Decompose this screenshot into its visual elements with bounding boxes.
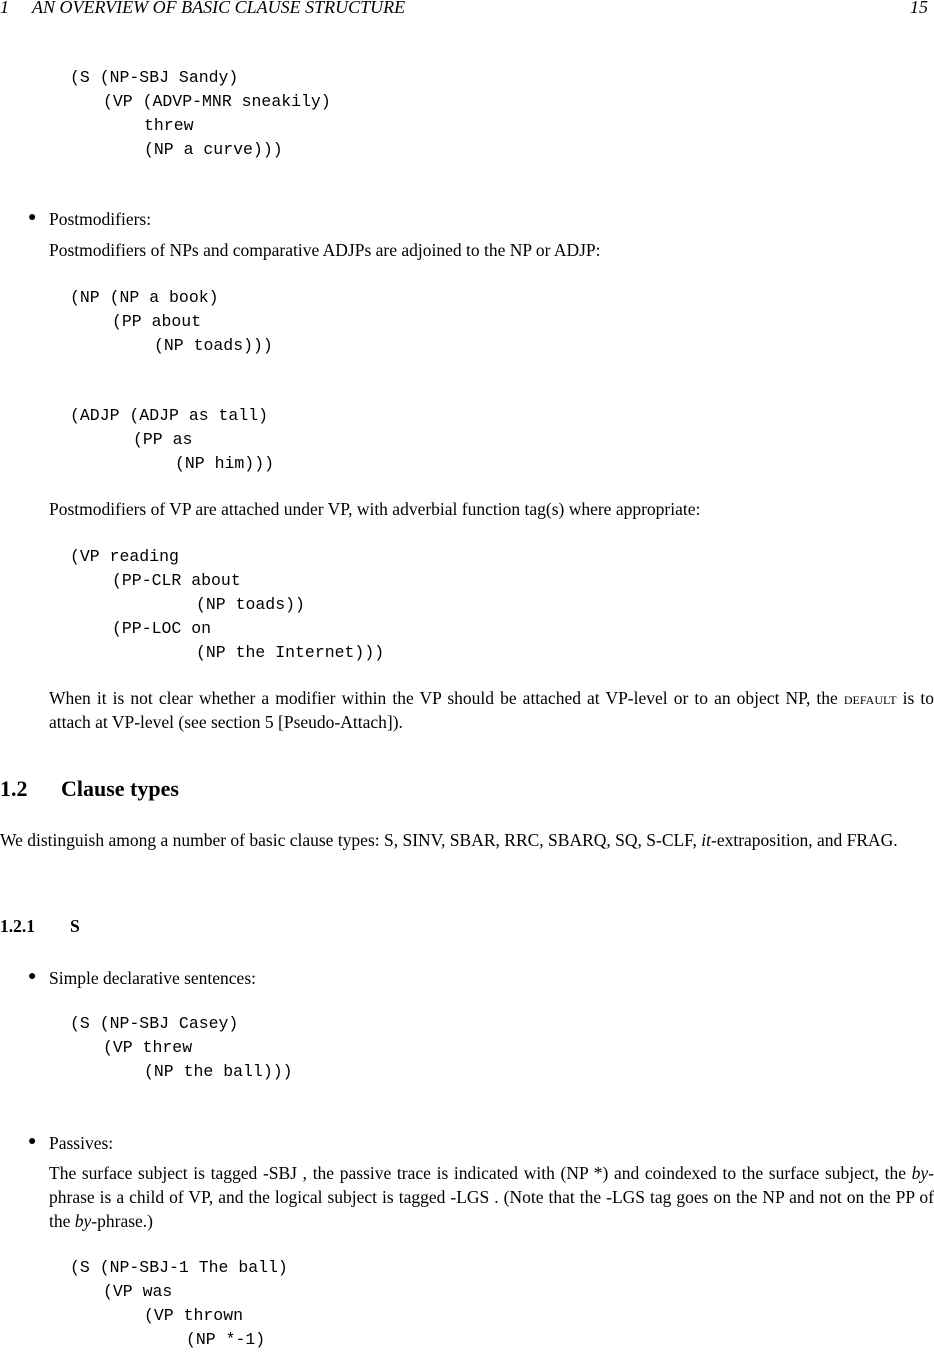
bullet-icon: ●: [28, 210, 37, 225]
code-line: (S (NP-SBJ Casey): [70, 1014, 239, 1033]
paragraph-attachment-note: When it is not clear whether a modifier within the VP should be attached at VP-level or to an object NP, the default is to attach at VP-level (see section 5 [Pseudo-Attach]).: [49, 688, 934, 732]
code-line: (VP thrown: [144, 1306, 244, 1325]
code-line: (S (NP-SBJ Sandy): [70, 68, 239, 87]
paragraph-passives: The surface subject is tagged -SBJ , the passive trace is indicated with (NP *) and coindexed to the surface subject, the by-phrase is a child of VP, and the logical subject is tagged -LGS . (Note that the -LGS tag goes on the NP and not on the PP of the by-phrase.): [49, 1163, 934, 1231]
subsection-title: S: [70, 916, 80, 936]
code-line: (VP was: [103, 1282, 173, 1301]
code-line: (NP *-1): [186, 1330, 266, 1349]
paragraph-vp-postmodifiers: Postmodifiers of VP are attached under VP, with adverbial function tag(s) where appropriate:: [49, 499, 701, 519]
code-line: (NP him))): [175, 454, 275, 473]
code-line: threw: [144, 116, 194, 135]
bullet-icon: ●: [28, 969, 37, 984]
code-line: (ADJP (ADJP as tall): [70, 406, 269, 425]
code-line: (NP (NP a book): [70, 288, 219, 307]
paragraph-postmodifiers-intro: Postmodifiers of NPs and comparative ADJPs are adjoined to the NP or ADJP:: [49, 240, 601, 260]
code-line: (PP about: [112, 312, 202, 331]
running-header-section-number: 1: [0, 0, 9, 17]
code-line: (VP reading: [70, 547, 179, 566]
code-line: (S (NP-SBJ-1 The ball): [70, 1258, 288, 1277]
code-line: (PP-CLR about: [112, 571, 241, 590]
page-number: 15: [910, 0, 928, 17]
bullet-postmodifiers: Postmodifiers:: [49, 209, 152, 229]
bullet-simple-declarative: Simple declarative sentences:: [49, 968, 257, 988]
bullet-passives: Passives:: [49, 1133, 114, 1153]
code-line: (PP as: [133, 430, 193, 449]
code-line: (NP the Internet))): [196, 643, 385, 662]
term-default: default: [843, 688, 897, 708]
code-line: (VP (ADVP-MNR sneakily): [103, 92, 331, 111]
code-line: (NP toads))): [154, 336, 273, 355]
running-header-title: AN OVERVIEW OF BASIC CLAUSE STRUCTURE: [32, 0, 406, 17]
section-title: Clause types: [61, 776, 179, 801]
code-line: (NP toads)): [196, 595, 305, 614]
code-line: (NP a curve))): [144, 140, 283, 159]
section-number: 1.2: [0, 776, 28, 801]
paragraph-clause-types: We distinguish among a number of basic clause types: S, SINV, SBAR, RRC, SBARQ, SQ, S-CLF, it-extraposition, and FRAG.: [0, 830, 898, 850]
bullet-icon: ●: [28, 1134, 37, 1149]
subsection-number: 1.2.1: [0, 916, 35, 936]
code-line: (PP-LOC on: [112, 619, 212, 638]
code-line: (NP the ball))): [144, 1062, 293, 1081]
code-line: (VP threw: [103, 1038, 193, 1057]
